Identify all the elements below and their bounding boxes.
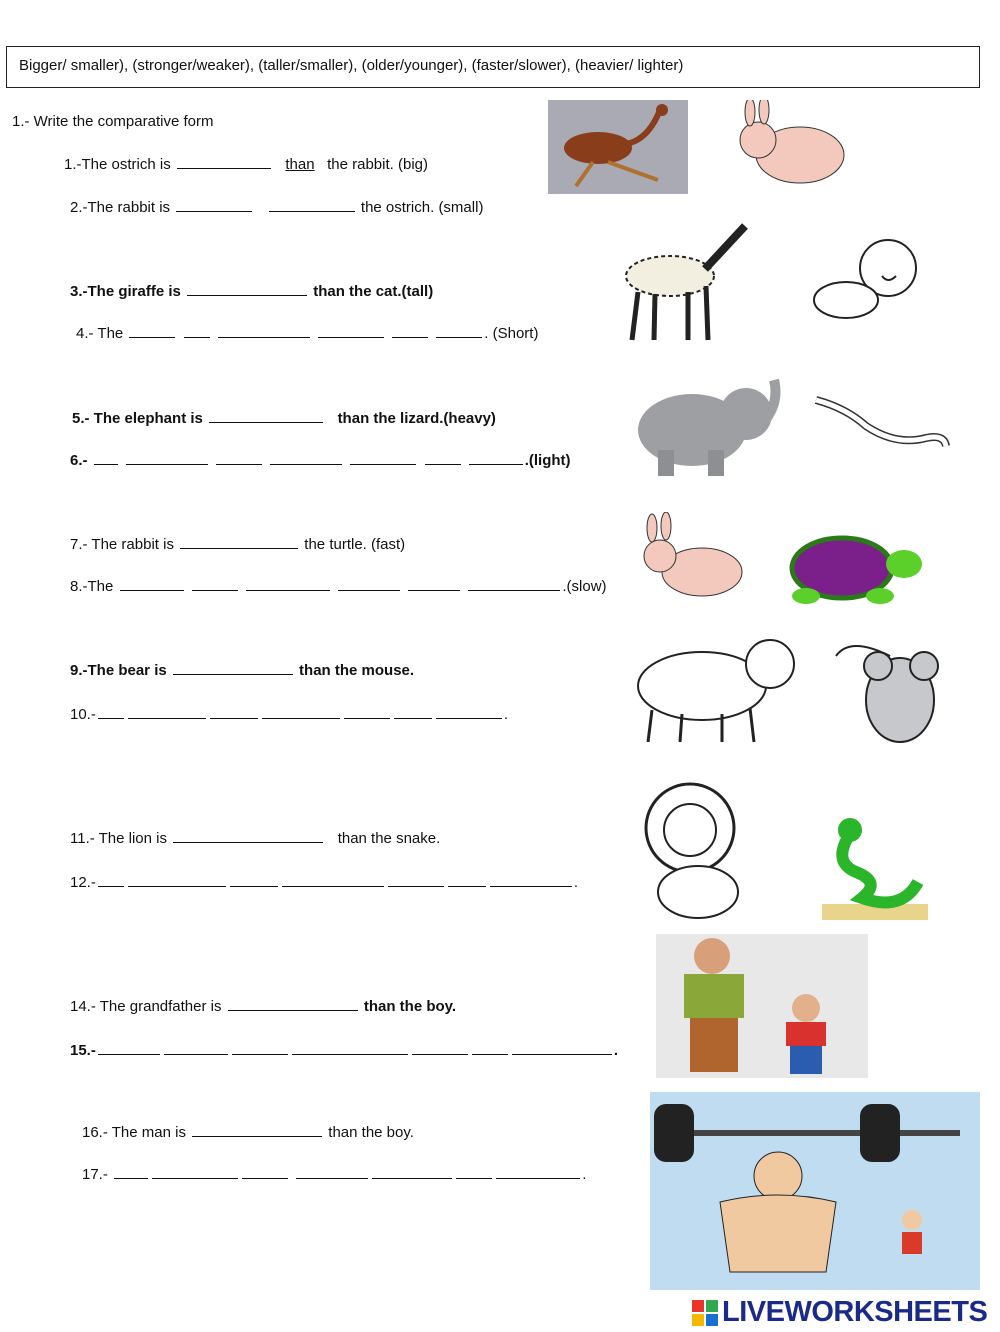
answer-blank-10g[interactable] [436, 704, 502, 719]
answer-blank-16[interactable] [192, 1122, 322, 1137]
answer-blank-12c[interactable] [230, 872, 278, 887]
answer-blank-15b[interactable] [164, 1040, 228, 1055]
answer-blank-17c[interactable] [242, 1164, 288, 1179]
answer-blank-5[interactable] [209, 408, 323, 423]
answer-blank-4d[interactable] [318, 323, 384, 338]
answer-blank-12f[interactable] [448, 872, 486, 887]
answer-blank-1[interactable] [177, 154, 271, 169]
answer-blank-15e[interactable] [412, 1040, 468, 1055]
question-11: 11.- The lion is than the snake. [70, 830, 441, 847]
answer-blank-6b[interactable] [126, 450, 208, 465]
cat-image [802, 236, 944, 330]
answer-blank-17e[interactable] [372, 1164, 452, 1179]
answer-blank-8e[interactable] [408, 576, 460, 591]
question-1: 1.-The ostrich is than the rabbit. (big) [64, 156, 428, 173]
answer-blank-4a[interactable] [129, 323, 175, 338]
question-15: 15.- . [70, 1042, 619, 1059]
answer-blank-10e[interactable] [344, 704, 390, 719]
question-8: 8.-The .(slow) [70, 578, 607, 595]
strong-man-boy-image [650, 1092, 980, 1290]
answer-blank-4c[interactable] [218, 323, 310, 338]
lion-image [640, 780, 764, 924]
question-12: 12.- . [70, 874, 579, 891]
brand-name: LIVEWORKSHEETS [722, 1296, 988, 1328]
answer-blank-12g[interactable] [490, 872, 572, 887]
answer-blank-15d[interactable] [292, 1040, 408, 1055]
answer-blank-12e[interactable] [388, 872, 444, 887]
answer-blank-10d[interactable] [262, 704, 340, 719]
question-17: 17.- . [82, 1166, 587, 1183]
answer-blank-6e[interactable] [350, 450, 416, 465]
answer-blank-15a[interactable] [98, 1040, 160, 1055]
liveworksheets-icon [690, 1298, 720, 1328]
answer-blank-6g[interactable] [469, 450, 523, 465]
answer-blank-8b[interactable] [192, 576, 238, 591]
answer-blank-17f[interactable] [456, 1164, 492, 1179]
answer-blank-10b[interactable] [128, 704, 206, 719]
answer-blank-8a[interactable] [120, 576, 184, 591]
question-9: 9.-The bear is than the mouse. [70, 662, 415, 679]
rabbit-image-2 [626, 512, 756, 606]
answer-blank-2a[interactable] [176, 197, 252, 212]
answer-blank-12a[interactable] [98, 872, 124, 887]
answer-blank-7[interactable] [180, 534, 298, 549]
answer-blank-14[interactable] [228, 996, 358, 1011]
question-6: 6.- .(light) [70, 452, 571, 469]
word-pairs-text: Bigger/ smaller), (stronger/weaker), (taller/smaller), (older/younger), (faster/slower), (heavier/ lighter) [19, 57, 684, 74]
question-10: 10.- . [70, 706, 509, 723]
answer-blank-4e[interactable] [392, 323, 428, 338]
answer-blank-10a[interactable] [98, 704, 124, 719]
mouse-image [830, 626, 960, 750]
turtle-image [776, 532, 924, 608]
answer-blank-10c[interactable] [210, 704, 258, 719]
answer-blank-6d[interactable] [270, 450, 342, 465]
answer-blank-8d[interactable] [338, 576, 400, 591]
word-pairs-box [6, 46, 980, 88]
question-3: 3.-The giraffe is than the cat.(tall) [70, 283, 434, 300]
giraffe-image [610, 214, 766, 342]
answer-blank-17b[interactable] [152, 1164, 238, 1179]
elephant-image [622, 374, 786, 478]
grandfather-boy-image [656, 934, 868, 1078]
answer-blank-2b[interactable] [269, 197, 355, 212]
answer-blank-6f[interactable] [425, 450, 461, 465]
liveworksheets-logo [690, 1294, 995, 1330]
answer-blank-15c[interactable] [232, 1040, 288, 1055]
answer-blank-15g[interactable] [512, 1040, 612, 1055]
answer-blank-9[interactable] [173, 660, 293, 675]
answer-blank-6c[interactable] [216, 450, 262, 465]
ostrich-image [548, 100, 688, 194]
answer-blank-4b[interactable] [184, 323, 210, 338]
answer-blank-15f[interactable] [472, 1040, 508, 1055]
answer-blank-12b[interactable] [128, 872, 226, 887]
snake-image [822, 812, 928, 920]
answer-blank-11[interactable] [173, 828, 323, 843]
question-4: 4.- The . (Short) [76, 325, 539, 342]
answer-blank-17g[interactable] [496, 1164, 580, 1179]
answer-blank-17a[interactable] [114, 1164, 148, 1179]
instruction: 1.- Write the comparative form [12, 113, 214, 130]
answer-blank-10f[interactable] [394, 704, 432, 719]
answer-blank-8f[interactable] [468, 576, 560, 591]
question-5: 5.- The elephant is than the lizard.(heavy) [72, 410, 496, 427]
question-16: 16.- The man is than the boy. [82, 1124, 414, 1141]
answer-blank-3[interactable] [187, 281, 307, 296]
question-7: 7.- The rabbit is the turtle. (fast) [70, 536, 406, 553]
answer-blank-4f[interactable] [436, 323, 482, 338]
bear-image [622, 630, 800, 746]
answer-blank-17d[interactable] [296, 1164, 368, 1179]
lizard-image [806, 386, 952, 468]
question-14: 14.- The grandfather is than the boy. [70, 998, 457, 1015]
rabbit-image [720, 100, 854, 192]
answer-blank-6a[interactable] [94, 450, 118, 465]
answer-blank-8c[interactable] [246, 576, 330, 591]
answer-blank-12d[interactable] [282, 872, 384, 887]
question-2: 2.-The rabbit is the ostrich. (small) [70, 199, 484, 216]
